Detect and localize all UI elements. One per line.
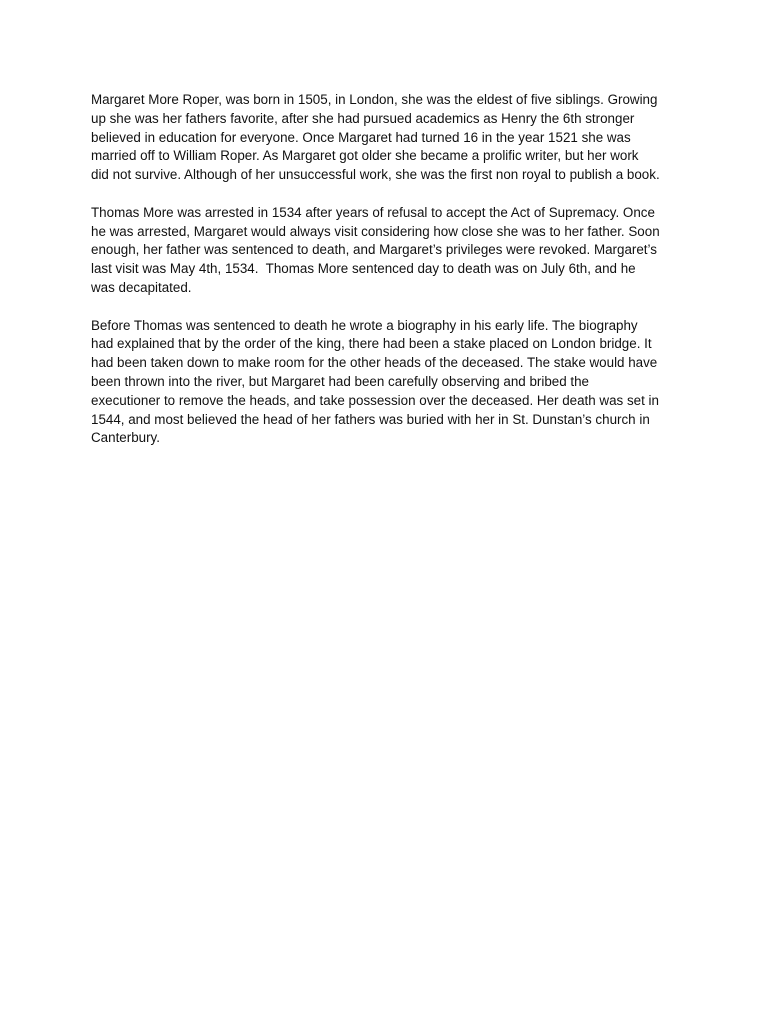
paragraph-line: he was arrested, Margaret would always visit considering how close she was to her father. Soon (91, 223, 660, 239)
paragraph-3 (91, 317, 691, 449)
paragraph-line: did not survive. Although of her unsuccessful work, she was the first non royal to publish a book. (91, 167, 660, 183)
paragraph-line: Margaret More Roper, was born in 1505, in London, she was the eldest of five siblings. Growing (91, 92, 658, 107)
paragraph-line: was decapitated. (91, 279, 192, 295)
paragraph-line: believed in education for everyone. Once Margaret had turned 16 in the year 1521 she was (91, 129, 631, 145)
paragraph-2 (91, 204, 691, 298)
paragraph-line: been thrown into the river, but Margaret had been carefully observing and bribed the (91, 373, 589, 389)
paragraph-line: Thomas More was arrested in 1534 after years of refusal to accept the Act of Supremacy. Once (91, 204, 655, 220)
paragraph-line: executioner to remove the heads, and take possession over the deceased. Her death was set in (91, 392, 659, 408)
paragraph-line: married off to William Roper. As Margaret got older she became a prolific writer, but her work (91, 148, 639, 164)
paragraph-line: enough, her father was sentenced to death, and Margaret’s privileges were revoked. Margaret’s (91, 242, 657, 258)
paragraph-line: Before Thomas was sentenced to death he wrote a biography in his early life. The biography (91, 317, 638, 333)
paragraph-line: Canterbury. (91, 430, 160, 446)
paragraph-1 (91, 91, 691, 185)
paragraph-line: had been taken down to make room for the other heads of the deceased. The stake would have (91, 355, 658, 371)
document-body (91, 91, 691, 467)
paragraph-line: 1544, and most believed the head of her fathers was buried with her in St. Dunstan’s church in (91, 411, 650, 427)
paragraph-line: last visit was May 4th, 1534. Thomas More sentenced day to death was on July 6th, and he (91, 261, 636, 277)
paragraph-line: had explained that by the order of the king, there had been a stake placed on London bridge. It (91, 336, 652, 352)
paragraph-line: up she was her fathers favorite, after she had pursued academics as Henry the 6th stronger (91, 110, 635, 126)
